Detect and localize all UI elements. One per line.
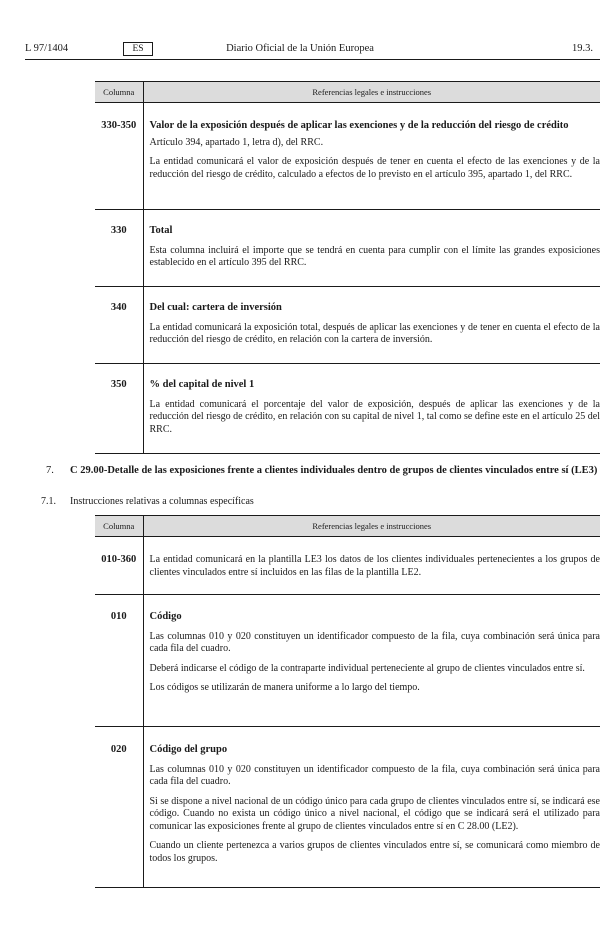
row-title: Código — [149, 611, 182, 622]
row-paragraph: Los códigos se utilizarán de manera uniforme a lo largo del tiempo. — [149, 682, 420, 693]
references-header: Referencias legales e instrucciones — [143, 516, 600, 537]
row-description — [143, 537, 600, 595]
column-header: Columna — [95, 516, 143, 537]
table-row — [95, 727, 600, 888]
row-title: % del capital de nivel 1 — [149, 379, 255, 390]
row-description — [143, 103, 600, 210]
row-paragraph: Esta columna incluirá el importe que se tendrá en cuenta para cumplir con el límite las grandes exposiciones establecido en el artículo 395 del RRC. — [149, 244, 600, 268]
row-description — [143, 364, 600, 454]
row-code: 350 — [95, 364, 143, 454]
row-paragraph: Las columnas 010 y 020 constituyen un identificador compuesto de la fila, cuya combinación será única para cada fila del cuadro. — [149, 763, 600, 787]
journal-reference: L 97/1404 — [25, 43, 69, 54]
table-row — [95, 537, 600, 595]
subsection-title: Instrucciones relativas a columnas específicas — [70, 496, 254, 507]
instructions-table-2 — [95, 515, 600, 888]
row-title: Total — [149, 225, 173, 236]
row-paragraph: Artículo 394, apartado 1, letra d), del RRC. — [149, 136, 324, 148]
instructions-table-1 — [95, 81, 600, 454]
column-header: Columna — [95, 82, 143, 103]
page-header — [0, 40, 600, 58]
section-heading — [46, 465, 600, 478]
references-header: Referencias legales e instrucciones — [143, 82, 600, 103]
table-row — [95, 287, 600, 364]
row-description — [143, 595, 600, 727]
row-title: Del cual: cartera de inversión — [149, 302, 282, 313]
row-description — [143, 727, 600, 888]
language-badge: ES — [123, 42, 153, 56]
journal-title: Diario Oficial de la Unión Europea — [226, 43, 374, 54]
row-paragraph: Cuando un cliente pertenezca a varios grupos de clientes vinculados entre sí, se comunicará como miembro de todos los grupos. — [149, 840, 600, 864]
table-header-row — [95, 516, 600, 537]
row-code: 330 — [95, 210, 143, 287]
table-row — [95, 364, 600, 454]
row-code: 020 — [95, 727, 143, 888]
row-paragraph: La entidad comunicará en la plantilla LE3 los datos de los clientes individuales pertenecientes a los grupos de clientes vinculados entre sí incluidos en las filas de la plantilla LE2. — [149, 554, 600, 578]
subsection-number: 7.1. — [41, 496, 56, 507]
row-code: 010-360 — [95, 537, 143, 595]
table-row — [95, 210, 600, 287]
table-row — [95, 103, 600, 210]
table-header-row — [95, 82, 600, 103]
section-title: C 29.00-Detalle de las exposiciones frente a clientes individuales dentro de grupos de clientes vinculados entre sí (LE3) — [70, 465, 598, 476]
header-rule — [25, 59, 600, 60]
row-title: Código del grupo — [149, 744, 228, 755]
subsection-heading — [41, 496, 600, 509]
row-paragraph: La entidad comunicará la exposición total, después de aplicar las exenciones y de tener en cuenta el efecto de la reducción del riesgo de crédito, en relación con la cartera de inversión. — [149, 321, 600, 345]
table-row — [95, 595, 600, 727]
row-paragraph: Deberá indicarse el código de la contraparte individual perteneciente al grupo de clientes vinculados entre sí. — [149, 662, 585, 674]
row-description — [143, 210, 600, 287]
row-paragraph: La entidad comunicará el porcentaje del valor de exposición, después de aplicar las exenciones y de la reducción del riesgo de crédito, en relación con su capital de nivel 1, tal como se define este en el artículo 25 del RRC. — [149, 398, 600, 435]
row-description — [143, 287, 600, 364]
row-code: 010 — [95, 595, 143, 727]
row-title: Valor de la exposición después de aplicar las exenciones y de la reducción del riesgo de crédito — [149, 120, 569, 131]
row-paragraph: Si se dispone a nivel nacional de un código único para cada grupo de clientes vinculados entre sí, se indicará ese código. Cuando no exista un código único a nivel nacional, el código que se indicará será el utilizado para comunicar las exposiciones frente al grupo de clientes vinculados entre sí en C 28.00 (LE2). — [149, 795, 600, 832]
row-paragraph: La entidad comunicará el valor de exposición después de tener en cuenta el efecto de las exenciones y de la reducción del riesgo de crédito, calculado a efectos de lo previsto en el artículo 395, apartado 1, del RRC. — [149, 156, 600, 180]
publication-date: 19.3. — [572, 43, 593, 54]
section-number: 7. — [46, 465, 54, 476]
row-paragraph: Las columnas 010 y 020 constituyen un identificador compuesto de la fila, cuya combinación será única para cada fila del cuadro. — [149, 630, 600, 654]
row-code: 330-350 — [95, 103, 143, 210]
row-code: 340 — [95, 287, 143, 364]
